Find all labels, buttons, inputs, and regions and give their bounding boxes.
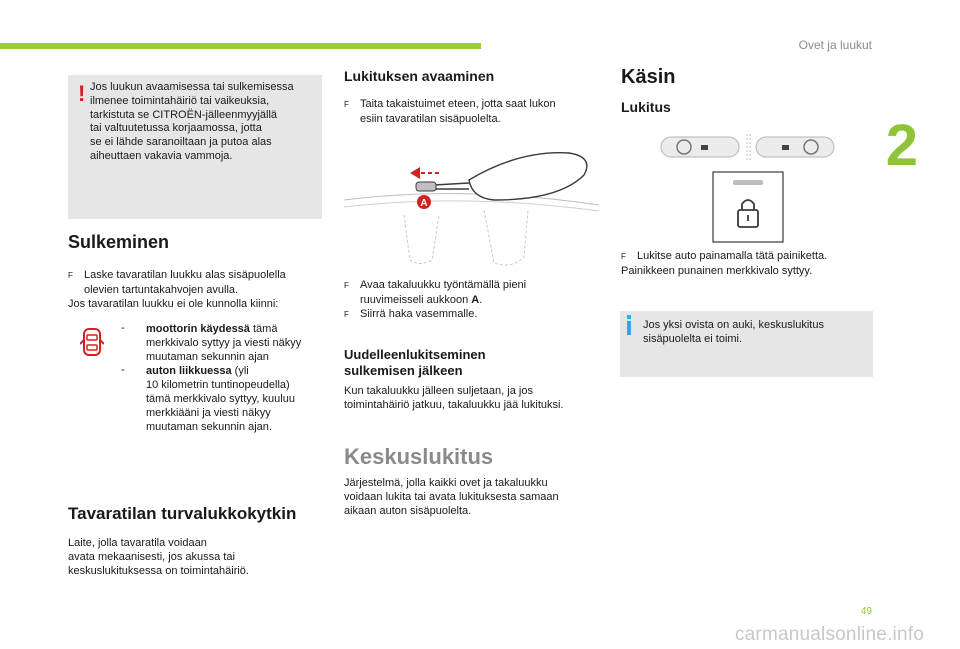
info-text: Jos yksi ovista on auki, keskuslukitus sisäpuolelta ei toimi. <box>643 319 824 345</box>
heading-turvalukko: Tavaratilan turvalukkokytkin <box>68 504 297 523</box>
turvalukko-text: Laite, jolla tavaratila voidaan avata mekaanisesti, jos akussa tai keskuslukituksessa on toimintahäiriö. <box>68 537 249 577</box>
section-label: Ovet ja luukut <box>798 38 872 52</box>
watermark: carmanualsonline.info <box>734 624 924 645</box>
heading-kasin: Käsin <box>621 66 676 88</box>
info-icon <box>627 315 631 335</box>
list-dash: - <box>121 322 125 334</box>
chapter-number: 2 <box>885 113 918 178</box>
avaaminen-steps-2-3: F Avaa takaluukku työntämällä pieni ruuvimeisseli aukkoon A. F Siirrä haka vasemmalle. <box>344 279 527 320</box>
heading-lukituksen-avaaminen: Lukituksen avaaminen <box>344 68 495 84</box>
list-item-car-moving: auton liikkuessa (yli 10 kilometrin tuntinopeudella) tämä merkkivalo syttyy, kuuluu merkkiääni ja viesti näkyy muutaman sekunnin ajan. <box>146 365 295 433</box>
screwdriver-figure <box>344 145 599 270</box>
avaaminen-step-1: F Taita takaistuimet eteen, jotta saat lukon esiin tavaratilan sisäpuolelta. <box>344 98 556 125</box>
list-item-engine-running: moottorin käydessä tämä merkkivalo syttyy ja viesti näkyy muutaman sekunnin ajan <box>146 323 302 363</box>
heading-lukitus: Lukitus <box>621 99 671 115</box>
heading-uudelleenlukitseminen: Uudelleenlukitseminen sulkemisen jälkeen <box>344 347 486 378</box>
list-dash: - <box>121 364 125 376</box>
sulkeminen-step: F Laske tavaratilan luukku alas sisäpuolella olevien tartuntakahvojen avulla. Jos tavaratilan luukku ei ole kunnolla kiinni: <box>68 269 286 310</box>
page-number: 49 <box>860 606 872 617</box>
exclamation-icon: ! <box>78 81 86 106</box>
lock-button-figure <box>621 132 871 247</box>
heading-keskuslukitus: Keskuslukitus <box>344 444 494 469</box>
figure-label-a: A <box>420 198 428 209</box>
warning-text: Jos luukun avaamisessa tai sulkemisessa ilmenee toimintahäiriö tai vaikeuksia, tarkistuta se CITROËN-jälleenmyyjällä tai valtuutetussa korjaamossa, jotta se ei lähde saranoiltaan ja putoa alas aiheuttaen vakavia vammoja. <box>90 81 294 162</box>
top-accent-bar <box>0 43 481 49</box>
car-open-door-icon <box>80 326 104 358</box>
uudelleenlukitseminen-text: Kun takaluukku jälleen suljetaan, ja jos toimintahäiriö jatkuu, takaluukku jää lukituksi. <box>344 385 564 411</box>
keskuslukitus-text: Järjestelmä, jolla kaikki ovet ja takaluukku voidaan lukita tai avata lukituksesta samaan aikaan auton sisäpuolelta. <box>344 477 559 517</box>
kasin-step: F Lukitse auto painamalla tätä painiketta. Painikkeen punainen merkkivalo syttyy. <box>621 250 828 277</box>
heading-sulkeminen: Sulkeminen <box>68 232 170 252</box>
